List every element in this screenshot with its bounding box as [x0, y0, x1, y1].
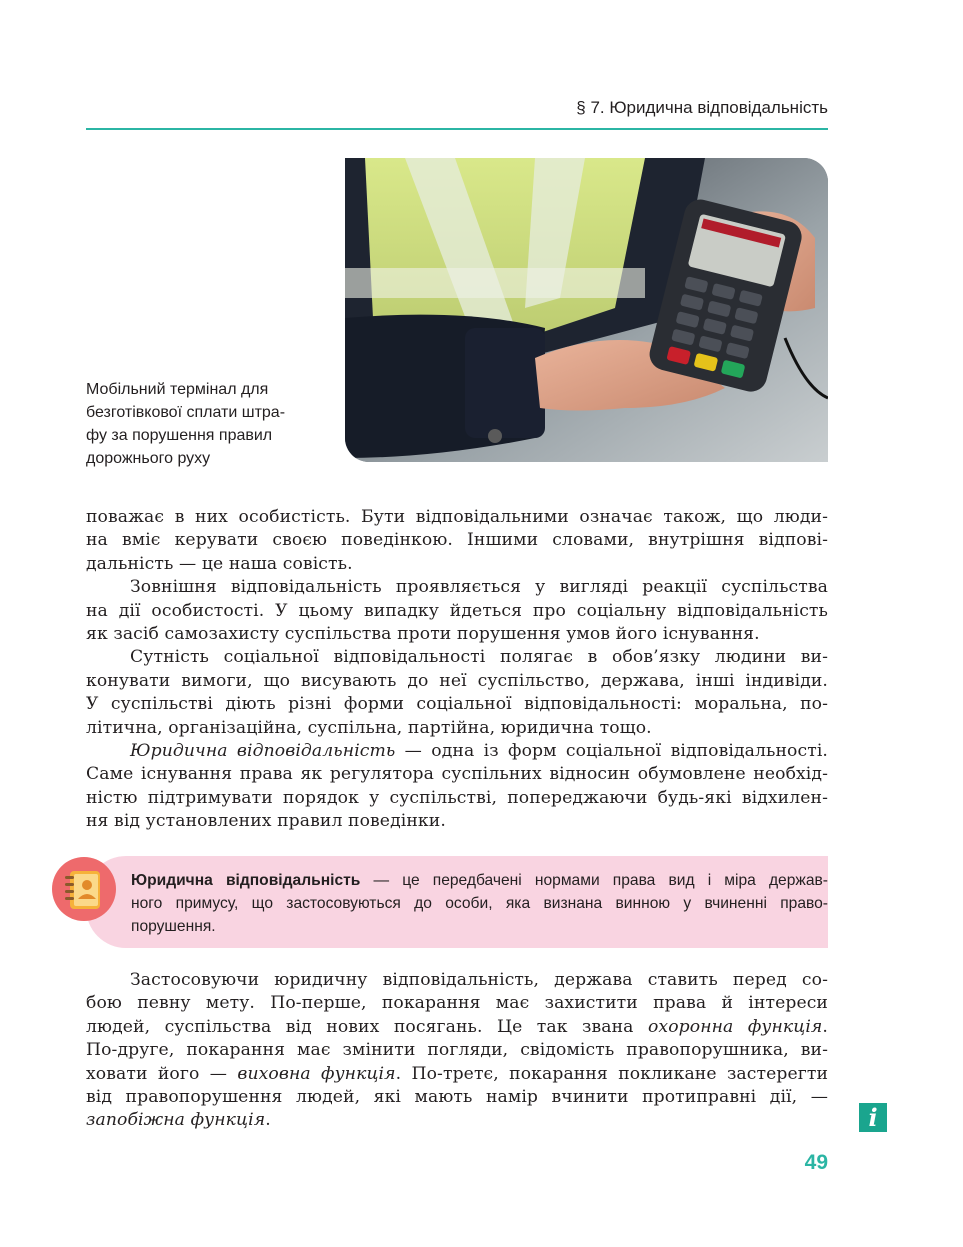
definition-rest: — це передбачені нормами права вид і міра держав-: [360, 872, 828, 889]
running-header: § 7. Юридична відповідальність: [576, 98, 828, 117]
caption-line: фу за порушення правил: [86, 427, 273, 444]
definition-line: ного примусу, що застосовуються до особи, яка визнана винною у вчиненні право-: [131, 895, 828, 912]
text-line: Зовнішня відповідальність проявляється у вигляді реакції суспільства: [130, 577, 828, 598]
text-fragment: людей, суспільства від нових посягань. Це так звана: [86, 1016, 648, 1037]
text-line: [86, 1016, 828, 1039]
text-line: ністю підтримувати порядок у суспільстві, попереджаючи будь-які відхилен-: [86, 787, 828, 808]
photo-payment-terminal: [345, 158, 828, 462]
definition-line: [131, 869, 828, 892]
text-fragment: одна із форм соціальної відповідальності.: [431, 740, 829, 761]
definition-line: порушення.: [131, 918, 216, 935]
term-italic: виховна функція: [237, 1063, 396, 1084]
info-badge-icon: i: [859, 1103, 887, 1132]
text-fragment: . По-третє, покарання покликане застерегти: [395, 1063, 829, 1084]
caption-line: дорожнього руху: [86, 450, 211, 467]
term-dash: —: [395, 740, 432, 761]
text-line: У суспільстві діють різні форми соціальної відповідальності: моральна, по-: [86, 694, 828, 715]
text-line: Сутність соціальної відповідальності полягає в обов’язку людини ви-: [130, 647, 828, 668]
caption-line: Мобільний термінал для: [86, 381, 269, 398]
text-fragment: .: [265, 1110, 271, 1131]
term-italic: охоронна функція: [647, 1016, 823, 1037]
text-line: на вміє керувати своєю поведінкою. Іншими словами, внутрішня відпові-: [86, 530, 828, 551]
text-line: від правопорушення людей, які мають намір вчинити протиправні дії, —: [86, 1086, 828, 1107]
text-line: По-друге, покарання має змінити погляди, свідомість правопорушника, ви-: [86, 1040, 828, 1061]
text-line: Саме існування права як регулятора суспільних відносин обумовлене необхід-: [86, 764, 828, 785]
header-rule: [86, 128, 828, 130]
figure-caption: [86, 378, 316, 470]
definition-text: [131, 869, 828, 938]
text-line: [86, 1063, 828, 1086]
text-fragment: .: [822, 1016, 828, 1037]
term-italic: Юридична відповідальність: [130, 740, 396, 761]
text-line: конувати вимоги, що висувають до неї суспільство, держава, інші індивіди.: [86, 670, 828, 691]
term-italic: запобіжна функція: [86, 1110, 266, 1131]
address-book-icon: [52, 857, 116, 921]
text-line: на дії особистості. У цьому випадку йдеться про соціальну відповідальність: [86, 600, 828, 621]
text-fragment: ховати його —: [86, 1063, 238, 1084]
definition-term: Юридична відповідальність: [131, 872, 361, 889]
text-line: ня від установлених правил поведінки.: [86, 811, 446, 832]
text-line: літична, організаційна, суспільна, партійна, юридична тощо.: [86, 717, 652, 738]
text-line: дальність — це наша совість.: [86, 553, 353, 574]
text-line: [86, 740, 828, 763]
text-line: бою певну мету. По-перше, покарання має захистити права й інтереси: [86, 993, 828, 1014]
text-line: Застосовуючи юридичну відповідальність, держава ставить перед со-: [130, 970, 828, 990]
body-text-bottom: [86, 969, 828, 1133]
text-line: як засіб самозахисту суспільства проти порушення умов його існування.: [86, 623, 760, 644]
text-line: [86, 1109, 828, 1132]
text-line: поважає в них особистість. Бути відповідальними означає також, що люди-: [86, 507, 828, 527]
page-number: 49: [804, 1151, 828, 1174]
caption-line: безготівкової сплати штра-: [86, 404, 286, 421]
body-text-top: [86, 506, 828, 833]
